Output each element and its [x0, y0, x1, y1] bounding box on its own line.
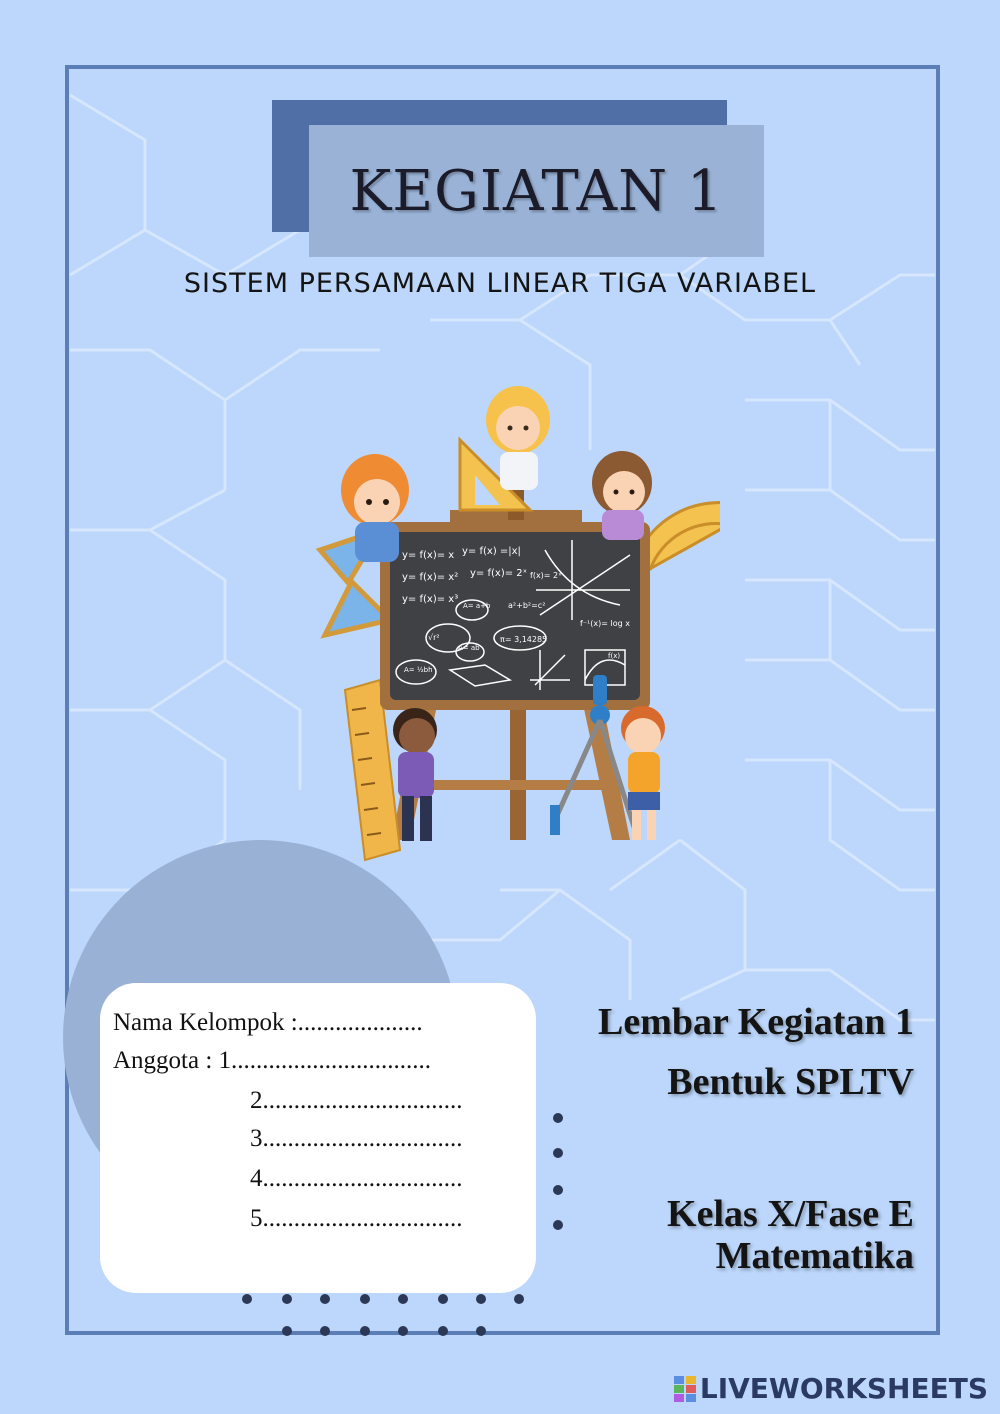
liveworksheets-logo-icon	[674, 1376, 696, 1402]
worksheet-label: Lembar Kegiatan 1	[598, 1001, 914, 1043]
decorative-dot	[553, 1148, 563, 1158]
board-eq2: y= f(x) =|x|	[462, 546, 521, 557]
member-1-field[interactable]: Anggota : 1................................	[113, 1047, 432, 1074]
decorative-dot	[553, 1185, 563, 1195]
board-eq13: √r²	[428, 633, 440, 642]
board-eq6: y= f(x)= x³	[402, 594, 459, 605]
board-eq3: y= f(x)= x²	[402, 572, 459, 583]
decorative-dot	[476, 1294, 486, 1304]
group-name-field[interactable]: Nama Kelompok :....................	[113, 1009, 423, 1036]
board-eq11: A= ab	[458, 644, 480, 652]
member-2-field[interactable]: 2................................	[250, 1087, 463, 1114]
kid-boy-right	[621, 706, 665, 840]
decorative-dot	[438, 1294, 448, 1304]
decorative-dot	[320, 1326, 330, 1336]
board-eq1: y= f(x)= x	[402, 550, 455, 561]
decorative-dot	[398, 1326, 408, 1336]
decorative-dot	[282, 1326, 292, 1336]
page-title: KEGIATAN 1	[349, 158, 724, 224]
board-eq10: f⁻¹(x)= log x	[580, 619, 630, 628]
decorative-dot	[553, 1220, 563, 1230]
decorative-dot	[282, 1294, 292, 1304]
decorative-dot	[320, 1294, 330, 1304]
decorative-dot	[242, 1294, 252, 1304]
blackboard	[380, 522, 650, 710]
subject: Matematika	[715, 1235, 914, 1277]
decorative-dot	[438, 1326, 448, 1336]
brand-name: LIVEWORKSHEETS	[699, 1372, 988, 1405]
board-eq12: A= ½bh	[404, 666, 433, 674]
liveworksheets-watermark	[674, 1372, 988, 1405]
board-eq7: A= a+b	[463, 602, 491, 610]
board-eq4: y= f(x)= 2ˣ	[470, 568, 528, 579]
board-eq5: f(x)= 2ˣ	[530, 571, 562, 580]
board-eq14: f(x)	[608, 652, 621, 660]
board-eq9: π= 3,14285	[500, 635, 548, 644]
group-info-card	[100, 983, 536, 1293]
decorative-dot	[360, 1294, 370, 1304]
class-phase: Kelas X/Fase E	[667, 1193, 914, 1235]
decorative-dot	[553, 1113, 563, 1123]
board-eq8: a²+b²=c²	[508, 601, 546, 610]
title-block	[309, 125, 764, 257]
member-4-field[interactable]: 4................................	[250, 1165, 463, 1192]
worksheet-topic: Bentuk SPLTV	[667, 1061, 914, 1103]
decorative-dot	[476, 1326, 486, 1336]
member-3-field[interactable]: 3................................	[250, 1125, 463, 1152]
member-5-field[interactable]: 5................................	[250, 1205, 463, 1232]
decorative-dot	[360, 1326, 370, 1336]
kids-blackboard-illustration	[300, 380, 720, 880]
decorative-dot	[514, 1294, 524, 1304]
page-subtitle: SISTEM PERSAMAAN LINEAR TIGA VARIABEL	[183, 268, 817, 299]
decorative-dot	[398, 1294, 408, 1304]
